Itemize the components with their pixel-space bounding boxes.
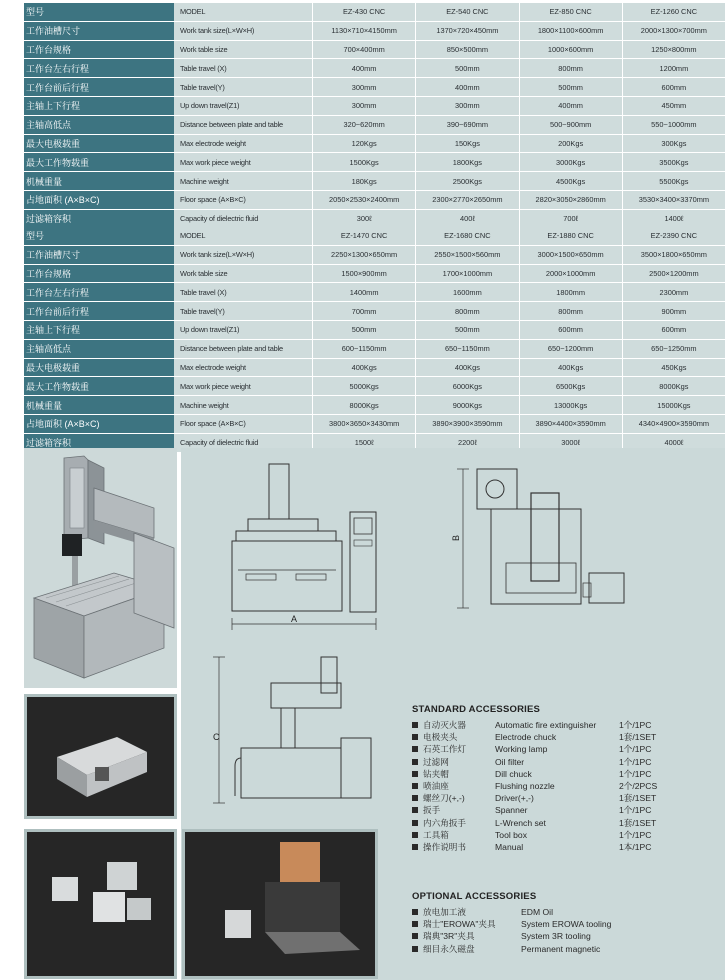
spec-label-en: Machine weight bbox=[174, 396, 312, 415]
bullet-square-icon bbox=[412, 746, 418, 752]
spec-label-cn: 工作油槽尺寸 bbox=[24, 22, 174, 41]
spec-row bbox=[24, 116, 725, 135]
optional-accessories bbox=[412, 891, 712, 955]
spec-row bbox=[24, 135, 725, 154]
spec-value-cell: 500mm bbox=[415, 321, 518, 340]
spec-value-cell: 2200ℓ bbox=[415, 434, 518, 453]
bullet-square-icon bbox=[412, 909, 418, 915]
spec-label-cn: 过滤箱容积 bbox=[24, 434, 174, 453]
spec-row bbox=[24, 246, 725, 265]
spec-value-cell: 1500ℓ bbox=[312, 434, 415, 453]
spec-table-1 bbox=[24, 3, 725, 229]
bullet-square-icon bbox=[412, 921, 418, 927]
spec-label-cn: 工作台左右行程 bbox=[24, 59, 174, 78]
accessory-name-en: EDM Oil bbox=[521, 907, 553, 917]
accessory-name-en: Automatic fire extinguisher bbox=[495, 720, 597, 730]
electrode-holder-image bbox=[27, 697, 174, 816]
spec-value-cell: 3800×3650×3430mm bbox=[312, 415, 415, 434]
spec-value-cell: 3530×3400×3370mm bbox=[622, 191, 725, 210]
side-view-drawing bbox=[211, 653, 381, 813]
bullet-square-icon bbox=[412, 832, 418, 838]
spec-label-en: Max work piece weight bbox=[174, 377, 312, 396]
spec-value-cell: 3000Kgs bbox=[519, 153, 622, 172]
accessory-name-cn: 放电加工液 bbox=[423, 907, 466, 917]
spec-value-cell: 320~620mm bbox=[312, 116, 415, 135]
spec-label-cn: 占地面积 (A×B×C) bbox=[24, 191, 174, 210]
spec-value-cell: 120Kgs bbox=[312, 135, 415, 154]
spec-value-cell: 400Kgs bbox=[519, 359, 622, 378]
spec-label-cn: 最大工作物载重 bbox=[24, 153, 174, 172]
spec-label-cn: 过滤箱容积 bbox=[24, 210, 174, 229]
accessory-quantity: 1套/1SET bbox=[619, 732, 657, 743]
optional-accessory-item bbox=[412, 930, 712, 942]
spec-value-cell: 400ℓ bbox=[415, 210, 518, 229]
spec-value-cell: 650~1250mm bbox=[622, 340, 725, 359]
spec-value-cell: 850×500mm bbox=[415, 41, 518, 60]
spec-label-en: Work tank size(L×W×H) bbox=[174, 246, 312, 265]
accessory-quantity: 1套/1SET bbox=[619, 817, 657, 828]
accessory-name-en: Driver(+,-) bbox=[495, 793, 534, 804]
dimension-c-label: C bbox=[213, 732, 220, 742]
spec-row bbox=[24, 172, 725, 191]
spec-value-cell: 1250×800mm bbox=[622, 41, 725, 60]
plan-view-drawing bbox=[451, 463, 631, 613]
spec-value-cell: 4340×4900×3590mm bbox=[622, 415, 725, 434]
spec-value-cell: 3000ℓ bbox=[519, 434, 622, 453]
spec-table-2 bbox=[24, 227, 725, 453]
tooling-blocks-photo bbox=[24, 829, 177, 979]
spec-value-cell: 300ℓ bbox=[312, 210, 415, 229]
spec-value-cell: 6000Kgs bbox=[415, 377, 518, 396]
spec-value-cell: 500mm bbox=[312, 321, 415, 340]
optional-accessory-item bbox=[412, 906, 712, 918]
spec-value-cell: 700mm bbox=[312, 302, 415, 321]
tooling-blocks-image bbox=[27, 832, 174, 976]
spec-value-cell: 700ℓ bbox=[519, 210, 622, 229]
accessory-name-cn: 扳手 bbox=[423, 805, 441, 816]
spec-row bbox=[24, 191, 725, 210]
spec-value-cell: 2250×1300×650mm bbox=[312, 246, 415, 265]
spec-label-cn: 主轴上下行程 bbox=[24, 321, 174, 340]
spec-value-cell: 4500Kgs bbox=[519, 172, 622, 191]
spec-label-en: Distance between plate and table bbox=[174, 116, 312, 135]
standard-accessory-item bbox=[412, 792, 712, 804]
spec-label-en: Max electrode weight bbox=[174, 135, 312, 154]
spec-label-cn: 工作油槽尺寸 bbox=[24, 246, 174, 265]
spec-value-cell: 900mm bbox=[622, 302, 725, 321]
spec-value-cell: 5500Kgs bbox=[622, 172, 725, 191]
spec-value-cell: 2820×3050×2860mm bbox=[519, 191, 622, 210]
spec-row bbox=[24, 3, 725, 22]
accessory-quantity: 2个/2PCS bbox=[619, 780, 658, 791]
spec-row bbox=[24, 283, 725, 302]
model-name-cell: EZ-1880 CNC bbox=[519, 227, 622, 246]
accessory-name-en: L-Wrench set bbox=[495, 817, 546, 828]
spec-value-cell: 150Kgs bbox=[415, 135, 518, 154]
spec-label-cn: 最大电极载重 bbox=[24, 135, 174, 154]
spec-label-cn: 工作台前后行程 bbox=[24, 78, 174, 97]
bullet-square-icon bbox=[412, 807, 418, 813]
accessory-name-cn: 自动灭火器 bbox=[423, 720, 466, 730]
spec-value-cell: 800mm bbox=[519, 59, 622, 78]
machine-render-image bbox=[24, 448, 177, 688]
spec-value-cell: 2550×1500×560mm bbox=[415, 246, 518, 265]
spec-value-cell: 390~690mm bbox=[415, 116, 518, 135]
spec-label-cn: 型号 bbox=[24, 227, 174, 246]
spec-value-cell: 400mm bbox=[415, 78, 518, 97]
spec-label-cn: 最大工作物载重 bbox=[24, 377, 174, 396]
standard-accessory-item bbox=[412, 731, 712, 743]
optional-accessory-item bbox=[412, 918, 712, 930]
spec-value-cell: 800mm bbox=[415, 302, 518, 321]
spec-row bbox=[24, 396, 725, 415]
spec-value-cell: 9000Kgs bbox=[415, 396, 518, 415]
spec-value-cell: 600mm bbox=[519, 321, 622, 340]
spec-label-cn: 机械重量 bbox=[24, 396, 174, 415]
erowa-chuck-image bbox=[185, 832, 375, 976]
spec-label-en: Capacity of dielectric fluid bbox=[174, 210, 312, 229]
model-name-cell: EZ-1470 CNC bbox=[312, 227, 415, 246]
model-name-cell: EZ-1260 CNC bbox=[622, 3, 725, 22]
spec-value-cell: 1600mm bbox=[415, 283, 518, 302]
spec-row bbox=[24, 359, 725, 378]
standard-accessories-title: STANDARD ACCESSORIES bbox=[412, 704, 541, 715]
bullet-square-icon bbox=[412, 771, 418, 777]
bullet-square-icon bbox=[412, 783, 418, 789]
spec-value-cell: 1500Kgs bbox=[312, 153, 415, 172]
standard-accessory-item bbox=[412, 768, 712, 780]
accessory-quantity: 1个/1PC bbox=[619, 720, 652, 730]
accessory-name-cn: 瑞典"3R"夹具 bbox=[423, 931, 475, 942]
accessory-name-cn: 钻夹帽 bbox=[423, 768, 449, 779]
spec-value-cell: 5000Kgs bbox=[312, 377, 415, 396]
spec-label-en: Table travel (X) bbox=[174, 283, 312, 302]
spec-value-cell: 500~900mm bbox=[519, 116, 622, 135]
spec-value-cell: 1200mm bbox=[622, 59, 725, 78]
spec-value-cell: 200Kgs bbox=[519, 135, 622, 154]
standard-accessory-item bbox=[412, 841, 712, 853]
spec-row bbox=[24, 153, 725, 172]
accessory-name-en: System 3R tooling bbox=[521, 931, 591, 942]
spec-value-cell: 1400ℓ bbox=[622, 210, 725, 229]
spec-value-cell: 300mm bbox=[312, 78, 415, 97]
spec-row bbox=[24, 97, 725, 116]
spec-label-en: Distance between plate and table bbox=[174, 340, 312, 359]
spec-label-cn: 型号 bbox=[24, 3, 174, 22]
bullet-square-icon bbox=[412, 759, 418, 765]
spec-value-cell: 1800Kgs bbox=[415, 153, 518, 172]
front-view-drawing bbox=[216, 460, 391, 636]
dimension-b-label: B bbox=[451, 534, 462, 542]
spec-label-en: Up down travel(Z1) bbox=[174, 321, 312, 340]
spec-value-cell: 600mm bbox=[622, 321, 725, 340]
spec-value-cell: 300mm bbox=[312, 97, 415, 116]
spec-row bbox=[24, 340, 725, 359]
spec-value-cell: 800mm bbox=[519, 302, 622, 321]
accessory-quantity: 1个/1PC bbox=[619, 829, 652, 840]
bullet-square-icon bbox=[412, 933, 418, 939]
spec-label-en: Table travel(Y) bbox=[174, 78, 312, 97]
accessory-name-cn: 内六角扳手 bbox=[423, 817, 466, 828]
spec-value-cell: 2500×1200mm bbox=[622, 265, 725, 284]
accessory-name-cn: 工具箱 bbox=[423, 829, 449, 840]
spec-value-cell: 2300mm bbox=[622, 283, 725, 302]
spec-value-cell: 1800mm bbox=[519, 283, 622, 302]
accessory-name-en: System EROWA tooling bbox=[521, 919, 612, 930]
spec-value-cell: 450Kgs bbox=[622, 359, 725, 378]
spec-label-en: Max work piece weight bbox=[174, 153, 312, 172]
spec-value-cell: 500mm bbox=[519, 78, 622, 97]
spec-row bbox=[24, 78, 725, 97]
model-name-cell: EZ-540 CNC bbox=[415, 3, 518, 22]
spec-row bbox=[24, 377, 725, 396]
accessory-name-en: Flushing nozzle bbox=[495, 780, 555, 791]
accessory-quantity: 1本/1PC bbox=[619, 841, 652, 852]
spec-value-cell: 3890×4400×3590mm bbox=[519, 415, 622, 434]
spec-label-cn: 工作台左右行程 bbox=[24, 283, 174, 302]
spec-label-en: Work tank size(L×W×H) bbox=[174, 22, 312, 41]
model-name-cell: EZ-1680 CNC bbox=[415, 227, 518, 246]
bullet-square-icon bbox=[412, 946, 418, 952]
spec-value-cell: 400mm bbox=[519, 97, 622, 116]
spec-value-cell: 450mm bbox=[622, 97, 725, 116]
spec-value-cell: 600mm bbox=[622, 78, 725, 97]
accessory-quantity: 1个/1PC bbox=[619, 756, 652, 767]
accessory-name-cn: 过滤网 bbox=[423, 756, 449, 767]
spec-value-cell: 3890×3900×3590mm bbox=[415, 415, 518, 434]
spec-value-cell: 300mm bbox=[415, 97, 518, 116]
spec-value-cell: 3000×1500×650mm bbox=[519, 246, 622, 265]
accessory-name-cn: 石英工作灯 bbox=[423, 744, 466, 755]
spec-value-cell: 2000×1000mm bbox=[519, 265, 622, 284]
spec-label-cn: 主轴高低点 bbox=[24, 116, 174, 135]
spec-label-en: Work table size bbox=[174, 41, 312, 60]
model-name-cell: EZ-850 CNC bbox=[519, 3, 622, 22]
spec-row bbox=[24, 210, 725, 229]
spec-label-en: MODEL bbox=[174, 227, 312, 246]
spec-label-en: Work table size bbox=[174, 265, 312, 284]
model-name-cell: EZ-2390 CNC bbox=[622, 227, 725, 246]
standard-accessory-item bbox=[412, 780, 712, 792]
spec-row bbox=[24, 321, 725, 340]
spec-label-cn: 主轴上下行程 bbox=[24, 97, 174, 116]
accessory-name-en: Oil filter bbox=[495, 756, 525, 767]
spec-row bbox=[24, 22, 725, 41]
accessory-name-en: Working lamp bbox=[495, 744, 548, 755]
spec-label-cn: 占地面积 (A×B×C) bbox=[24, 415, 174, 434]
spec-value-cell: 2300×2770×2650mm bbox=[415, 191, 518, 210]
accessory-name-en: Permanent magnetic bbox=[521, 943, 601, 954]
spec-label-en: Machine weight bbox=[174, 172, 312, 191]
machine-render-panel bbox=[24, 448, 177, 688]
spec-label-en: Up down travel(Z1) bbox=[174, 97, 312, 116]
spec-label-cn: 主轴高低点 bbox=[24, 340, 174, 359]
spec-value-cell: 300Kgs bbox=[622, 135, 725, 154]
standard-accessories bbox=[412, 704, 712, 853]
standard-accessory-item bbox=[412, 829, 712, 841]
spec-row bbox=[24, 415, 725, 434]
spec-value-cell: 15000Kgs bbox=[622, 396, 725, 415]
spec-value-cell: 8000Kgs bbox=[622, 377, 725, 396]
spec-value-cell: 550~1000mm bbox=[622, 116, 725, 135]
spec-value-cell: 650~1200mm bbox=[519, 340, 622, 359]
accessory-name-cn: 电极夹头 bbox=[423, 732, 458, 743]
spec-value-cell: 700×400mm bbox=[312, 41, 415, 60]
accessory-quantity: 1个/1PC bbox=[619, 744, 652, 755]
spec-label-cn: 工作台规格 bbox=[24, 265, 174, 284]
spec-value-cell: 6500Kgs bbox=[519, 377, 622, 396]
spec-value-cell: 400Kgs bbox=[415, 359, 518, 378]
spec-value-cell: 2000×1300×700mm bbox=[622, 22, 725, 41]
accessory-name-en: Manual bbox=[495, 841, 524, 852]
accessory-quantity: 1个/1PC bbox=[619, 805, 652, 816]
standard-accessory-item bbox=[412, 817, 712, 829]
accessory-name-cn: 细目永久磁盘 bbox=[423, 943, 475, 954]
spec-value-cell: 3500×1800×650mm bbox=[622, 246, 725, 265]
spec-value-cell: 8000Kgs bbox=[312, 396, 415, 415]
spec-value-cell: 1800×1100×600mm bbox=[519, 22, 622, 41]
spec-value-cell: 2500Kgs bbox=[415, 172, 518, 191]
standard-accessory-item bbox=[412, 743, 712, 755]
spec-row bbox=[24, 41, 725, 60]
optional-accessories-title: OPTIONAL ACCESSORIES bbox=[412, 891, 537, 902]
spec-value-cell: 2050×2530×2400mm bbox=[312, 191, 415, 210]
standard-accessory-item bbox=[412, 756, 712, 768]
electrode-holder-photo bbox=[24, 694, 177, 819]
spec-value-cell: 650~1150mm bbox=[415, 340, 518, 359]
spec-row bbox=[24, 227, 725, 246]
spec-value-cell: 3500Kgs bbox=[622, 153, 725, 172]
accessory-quantity: 1套/1SET bbox=[619, 793, 657, 804]
spec-label-en: Floor space (A×B×C) bbox=[174, 415, 312, 434]
spec-value-cell: 1400mm bbox=[312, 283, 415, 302]
erowa-chuck-photo bbox=[182, 829, 378, 979]
spec-row bbox=[24, 59, 725, 78]
accessory-quantity: 1个/1PC bbox=[619, 768, 652, 779]
model-name-cell: EZ-430 CNC bbox=[312, 3, 415, 22]
spec-row bbox=[24, 302, 725, 321]
accessory-name-cn: 螺丝刀(+,-) bbox=[423, 793, 465, 804]
accessory-name-en: Tool box bbox=[495, 829, 528, 840]
spec-value-cell: 500mm bbox=[415, 59, 518, 78]
spec-value-cell: 400Kgs bbox=[312, 359, 415, 378]
bullet-square-icon bbox=[412, 820, 418, 826]
optional-accessory-item bbox=[412, 943, 712, 955]
spec-label-cn: 最大电极载重 bbox=[24, 359, 174, 378]
spec-label-cn: 工作台前后行程 bbox=[24, 302, 174, 321]
spec-value-cell: 1700×1000mm bbox=[415, 265, 518, 284]
accessory-name-cn: 操作说明书 bbox=[423, 841, 466, 852]
spec-value-cell: 1370×720×450mm bbox=[415, 22, 518, 41]
accessory-name-en: Spanner bbox=[495, 805, 528, 816]
spec-label-en: Max electrode weight bbox=[174, 359, 312, 378]
accessory-name-en: Dill chuck bbox=[495, 768, 532, 779]
bullet-square-icon bbox=[412, 734, 418, 740]
accessory-name-en: Electrode chuck bbox=[495, 732, 557, 743]
spec-label-en: Floor space (A×B×C) bbox=[174, 191, 312, 210]
spec-label-cn: 机械重量 bbox=[24, 172, 174, 191]
bullet-square-icon bbox=[412, 795, 418, 801]
spec-row bbox=[24, 265, 725, 284]
bullet-square-icon bbox=[412, 722, 418, 728]
bullet-square-icon bbox=[412, 844, 418, 850]
spec-label-en: MODEL bbox=[174, 3, 312, 22]
dimension-a-label: A bbox=[291, 614, 298, 624]
spec-value-cell: 600~1150mm bbox=[312, 340, 415, 359]
spec-value-cell: 13000Kgs bbox=[519, 396, 622, 415]
spec-label-en: Table travel (X) bbox=[174, 59, 312, 78]
spec-value-cell: 1130×710×4150mm bbox=[312, 22, 415, 41]
spec-value-cell: 180Kgs bbox=[312, 172, 415, 191]
standard-accessory-item bbox=[412, 719, 712, 731]
spec-label-en: Capacity of dielectric fluid bbox=[174, 434, 312, 453]
spec-label-cn: 工作台规格 bbox=[24, 41, 174, 60]
spec-value-cell: 1000×600mm bbox=[519, 41, 622, 60]
standard-accessory-item bbox=[412, 804, 712, 816]
spec-value-cell: 4000ℓ bbox=[622, 434, 725, 453]
spec-value-cell: 1500×900mm bbox=[312, 265, 415, 284]
accessory-name-cn: 瑞士"EROWA"夹具 bbox=[423, 919, 496, 930]
spec-label-en: Table travel(Y) bbox=[174, 302, 312, 321]
accessory-name-cn: 喷油座 bbox=[423, 780, 449, 791]
spec-value-cell: 400mm bbox=[312, 59, 415, 78]
